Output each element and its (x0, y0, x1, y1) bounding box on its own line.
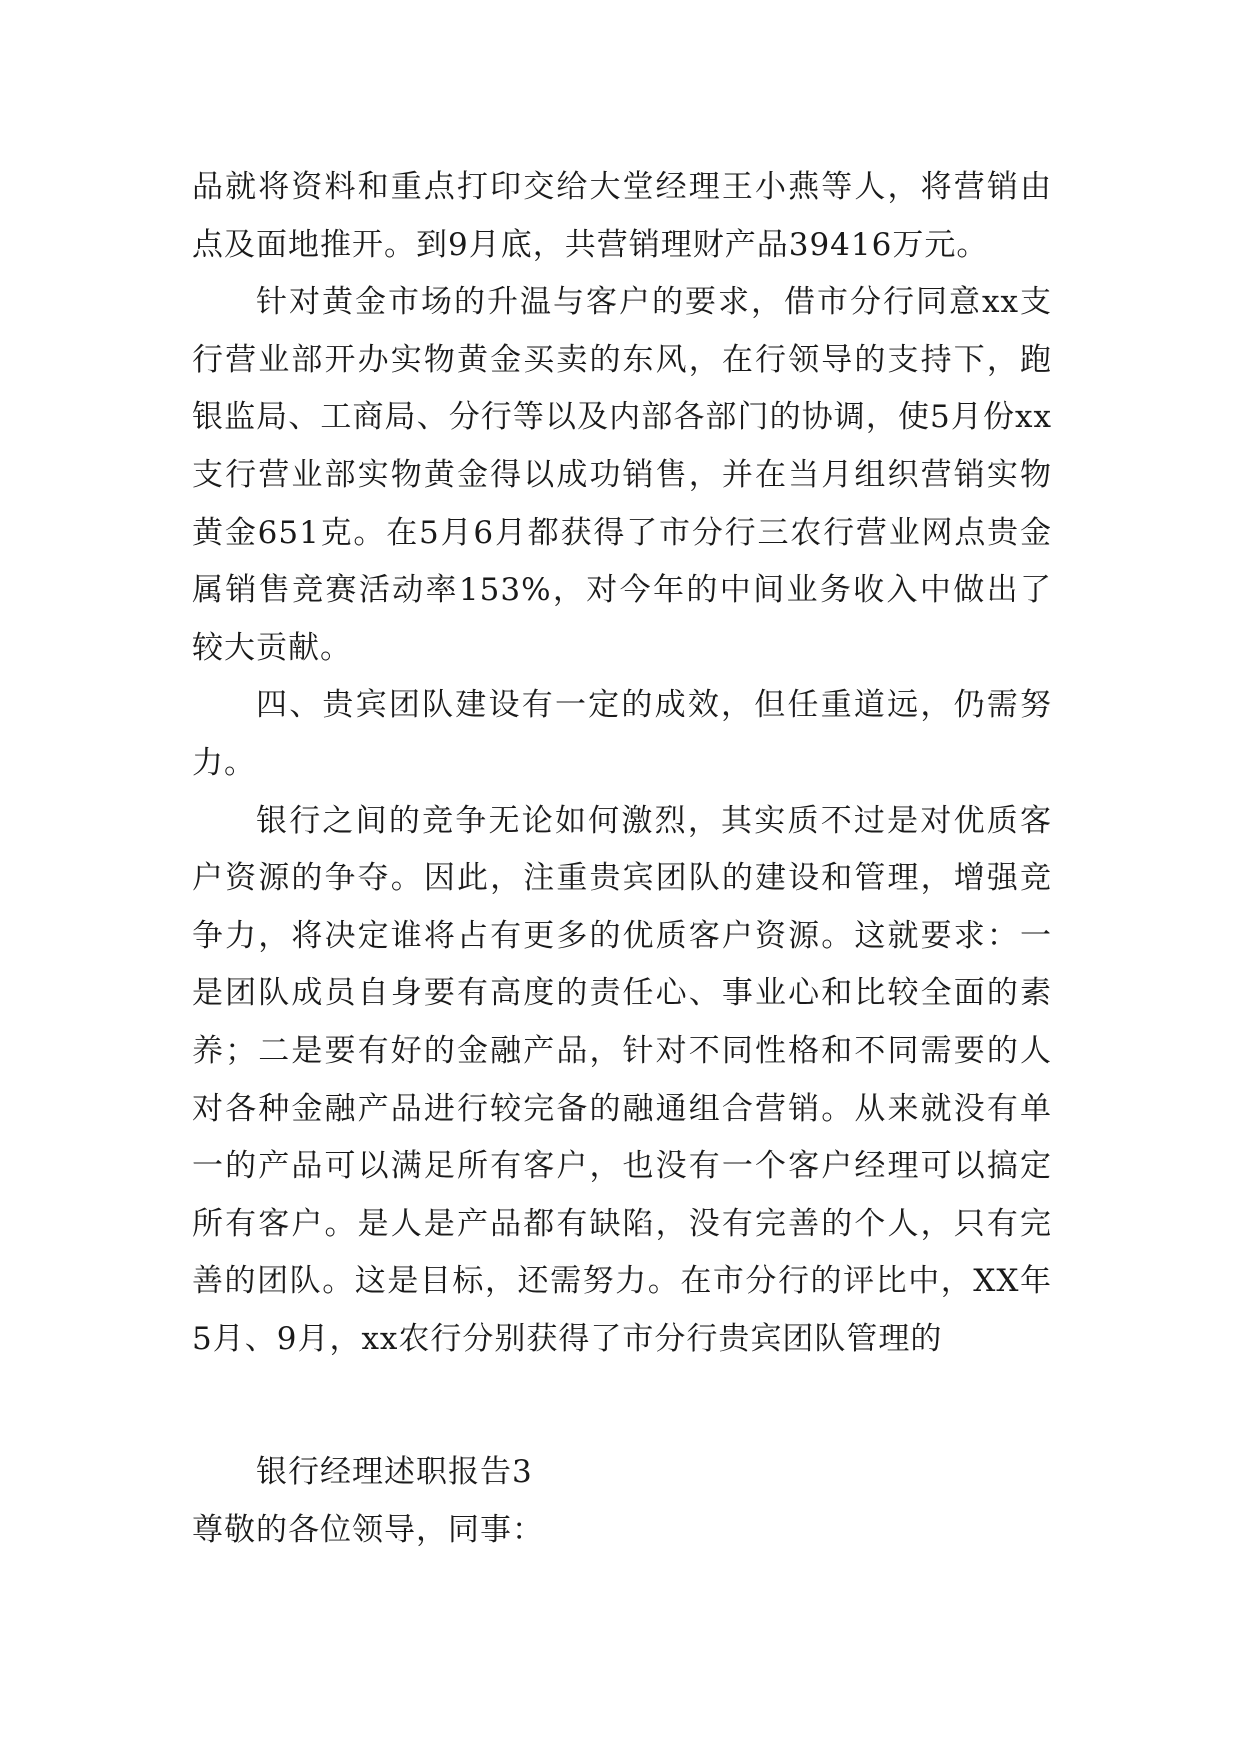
section-title: 银行经理述职报告3 (256, 1454, 533, 1490)
paragraph-continued: 品就将资料和重点打印交给大堂经理王小燕等人，将营销由点及面地推开。到9月底，共营销理财产品39416万元。 (192, 169, 1052, 263)
report-body (192, 159, 1052, 1368)
paragraph-vip-team: 银行之间的竞争无论如何激烈，其实质不过是对优质客户资源的争夺。因此，注重贵宾团队的建设和管理，增强竞争力，将决定谁将占有更多的优质客户资源。这就要求：一是团队成员自身要有高度的责任心、事业心和比较全面的素养；二是要有好的金融产品，针对不同性格和不同需要的人对各种金融产品进行较完备的融通组合营销。从来就没有单一的产品可以满足所有客户，也没有一个客户经理可以搞定所有客户。是人是产品都有缺陷，没有完善的个人，只有完善的团队。这是目标，还需努力。在市分行的评比中，XX年5月、9月，xx农行分别获得了市分行贵宾团队管理的 (192, 802, 1052, 1357)
paragraph-heading-vip-team: 四、贵宾团队建设有一定的成效，但任重道远，仍需努力。 (192, 687, 1052, 781)
paragraph-gold-sales: 针对黄金市场的升温与客户的要求，借市分行同意xx支行营业部开办实物黄金买卖的东风，在行领导的支持下，跑银监局、工商局、分行等以及内部各部门的协调，使5月份xx支行营业部实物黄金得以成功销售，并在当月组织营销实物黄金651克。在5月6月都获得了市分行三农行营业网点贵金属销售竞赛活动率153%，对今年的中间业务收入中做出了较大贡献。 (192, 284, 1052, 666)
salutation: 尊敬的各位领导，同事： (192, 1512, 544, 1548)
